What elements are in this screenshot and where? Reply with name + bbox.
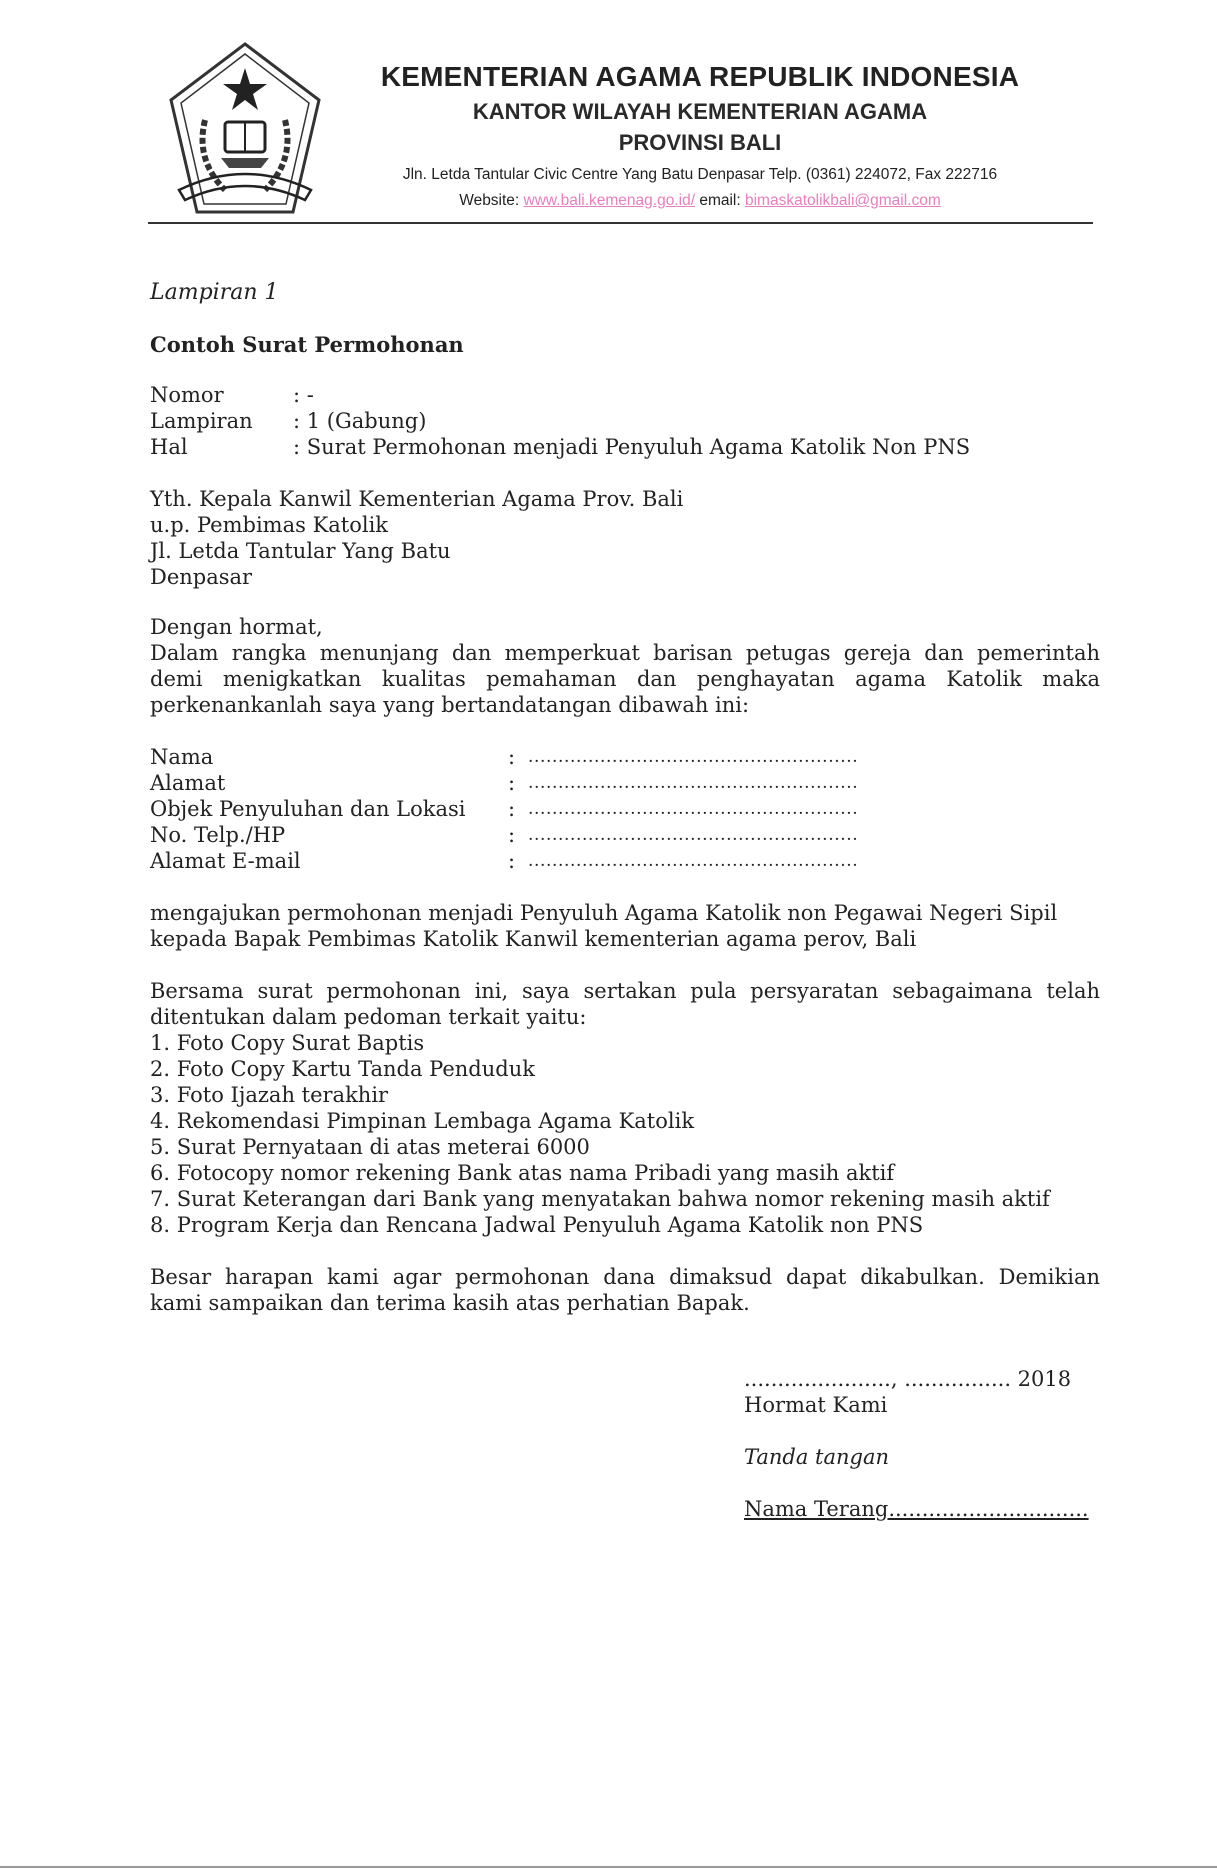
recipient-line: Yth. Kepala Kanwil Kementerian Agama Prov. Bali: [150, 487, 684, 511]
website-link[interactable]: www.bali.kemenag.go.id/: [523, 192, 696, 209]
intro-line: Dalam rangka menunjang dan memperkuat barisan petugas gereja dan pemerintah: [150, 641, 1100, 665]
request-line: kepada Bapak Pembimas Katolik Kanwil kementerian agama perov, Bali: [150, 927, 917, 951]
attachment-label: Lampiran 1: [150, 280, 279, 305]
recipient-line: u.p. Pembimas Katolik: [150, 513, 389, 537]
recipient-line: Denpasar: [150, 565, 253, 589]
field-label-nama: Nama: [150, 745, 214, 769]
requirement-item: 1. Foto Copy Surat Baptis: [150, 1031, 425, 1055]
field-colon: :: [508, 849, 516, 873]
office-name: KANTOR WILAYAH KEMENTERIAN AGAMA: [472, 99, 928, 124]
closing-line: kami sampaikan dan terima kasih atas perhatian Bapak.: [150, 1291, 750, 1315]
office-address: Jln. Letda Tantular Civic Centre Yang Batu Denpasar Telp. (0361) 224072, Fax 222716: [402, 166, 998, 183]
field-label-email: Alamat E-mail: [150, 849, 301, 873]
attach-intro-line: ditentukan dalam pedoman terkait yaitu:: [150, 1005, 587, 1029]
requirement-item: 6. Fotocopy nomor rekening Bank atas nama Pribadi yang masih aktif: [150, 1161, 895, 1185]
field-input-alamat[interactable]: .......................................................: [528, 773, 859, 793]
requirement-item: 4. Rekomendasi Pimpinan Lembaga Agama Katolik: [150, 1109, 695, 1133]
field-input-telp[interactable]: .......................................................: [528, 825, 859, 845]
signature-sign-label: Tanda tangan: [744, 1445, 890, 1469]
requirement-item: 7. Surat Keterangan dari Bank yang menyatakan bahwa nomor rekening masih aktif: [150, 1187, 1050, 1211]
letterhead-divider: [148, 222, 1093, 224]
province-name: PROVINSI BALI: [618, 130, 782, 155]
field-input-objek[interactable]: .......................................................: [528, 799, 859, 819]
signature-date-line[interactable]: ......................, ................ 2018: [744, 1367, 1072, 1391]
requirement-item: 5. Surat Pernyataan di atas meterai 6000: [150, 1135, 590, 1159]
meta-value-nomor: : -: [293, 383, 314, 407]
meta-label-lampiran: Lampiran: [150, 409, 253, 433]
website-label: Website:: [459, 192, 524, 209]
meta-value-hal: : Surat Permohonan menjadi Penyuluh Agama Katolik Non PNS: [293, 435, 971, 459]
field-input-email[interactable]: .......................................................: [528, 851, 859, 871]
requirement-item: 3. Foto Ijazah terakhir: [150, 1083, 389, 1107]
document-title: Contoh Surat Permohonan: [150, 332, 464, 357]
ministry-name: KEMENTERIAN AGAMA REPUBLIK INDONESIA: [380, 61, 1020, 92]
email-link[interactable]: bimaskatolikbali@gmail.com: [744, 192, 941, 209]
meta-label-hal: Hal: [150, 435, 188, 459]
page-edge: [0, 1866, 1217, 1868]
field-colon: :: [508, 745, 516, 769]
field-colon: :: [508, 797, 516, 821]
requirement-item: 2. Foto Copy Kartu Tanda Penduduk: [150, 1057, 535, 1081]
field-label-alamat: Alamat: [150, 771, 226, 795]
contact-line: [330, 188, 1070, 214]
field-label-objek: Objek Penyuluhan dan Lokasi: [150, 797, 466, 821]
field-label-telp: No. Telp./HP: [150, 823, 286, 847]
attach-intro-line: Bersama surat permohonan ini, saya sertakan pula persyaratan sebagaimana telah: [150, 979, 1100, 1003]
recipient-line: Jl. Letda Tantular Yang Batu: [150, 539, 451, 563]
field-colon: :: [508, 771, 516, 795]
requirement-item: 8. Program Kerja dan Rencana Jadwal Penyuluh Agama Katolik non PNS: [150, 1213, 924, 1237]
email-label: email:: [695, 192, 745, 209]
intro-line: perkenankanlah saya yang bertandatangan dibawah ini:: [150, 693, 750, 717]
signature-name-line[interactable]: Nama Terang..............................: [744, 1497, 1089, 1521]
meta-value-lampiran: : 1 (Gabung): [293, 409, 427, 433]
signature-regards: Hormat Kami: [744, 1393, 888, 1417]
field-colon: :: [508, 823, 516, 847]
request-line: mengajukan permohonan menjadi Penyuluh Agama Katolik non Pegawai Negeri Sipil: [150, 901, 1058, 925]
meta-label-nomor: Nomor: [150, 383, 224, 407]
intro-line: demi menigkatkan kualitas pemahaman dan penghayatan agama Katolik maka: [150, 667, 1100, 691]
closing-line: Besar harapan kami agar permohonan dana dimaksud dapat dikabulkan. Demikian: [150, 1265, 1100, 1289]
field-input-nama[interactable]: .......................................................: [528, 747, 859, 767]
kemenag-emblem-icon: [165, 40, 325, 220]
greeting: Dengan hormat,: [150, 615, 323, 639]
letterhead: [330, 60, 1070, 214]
